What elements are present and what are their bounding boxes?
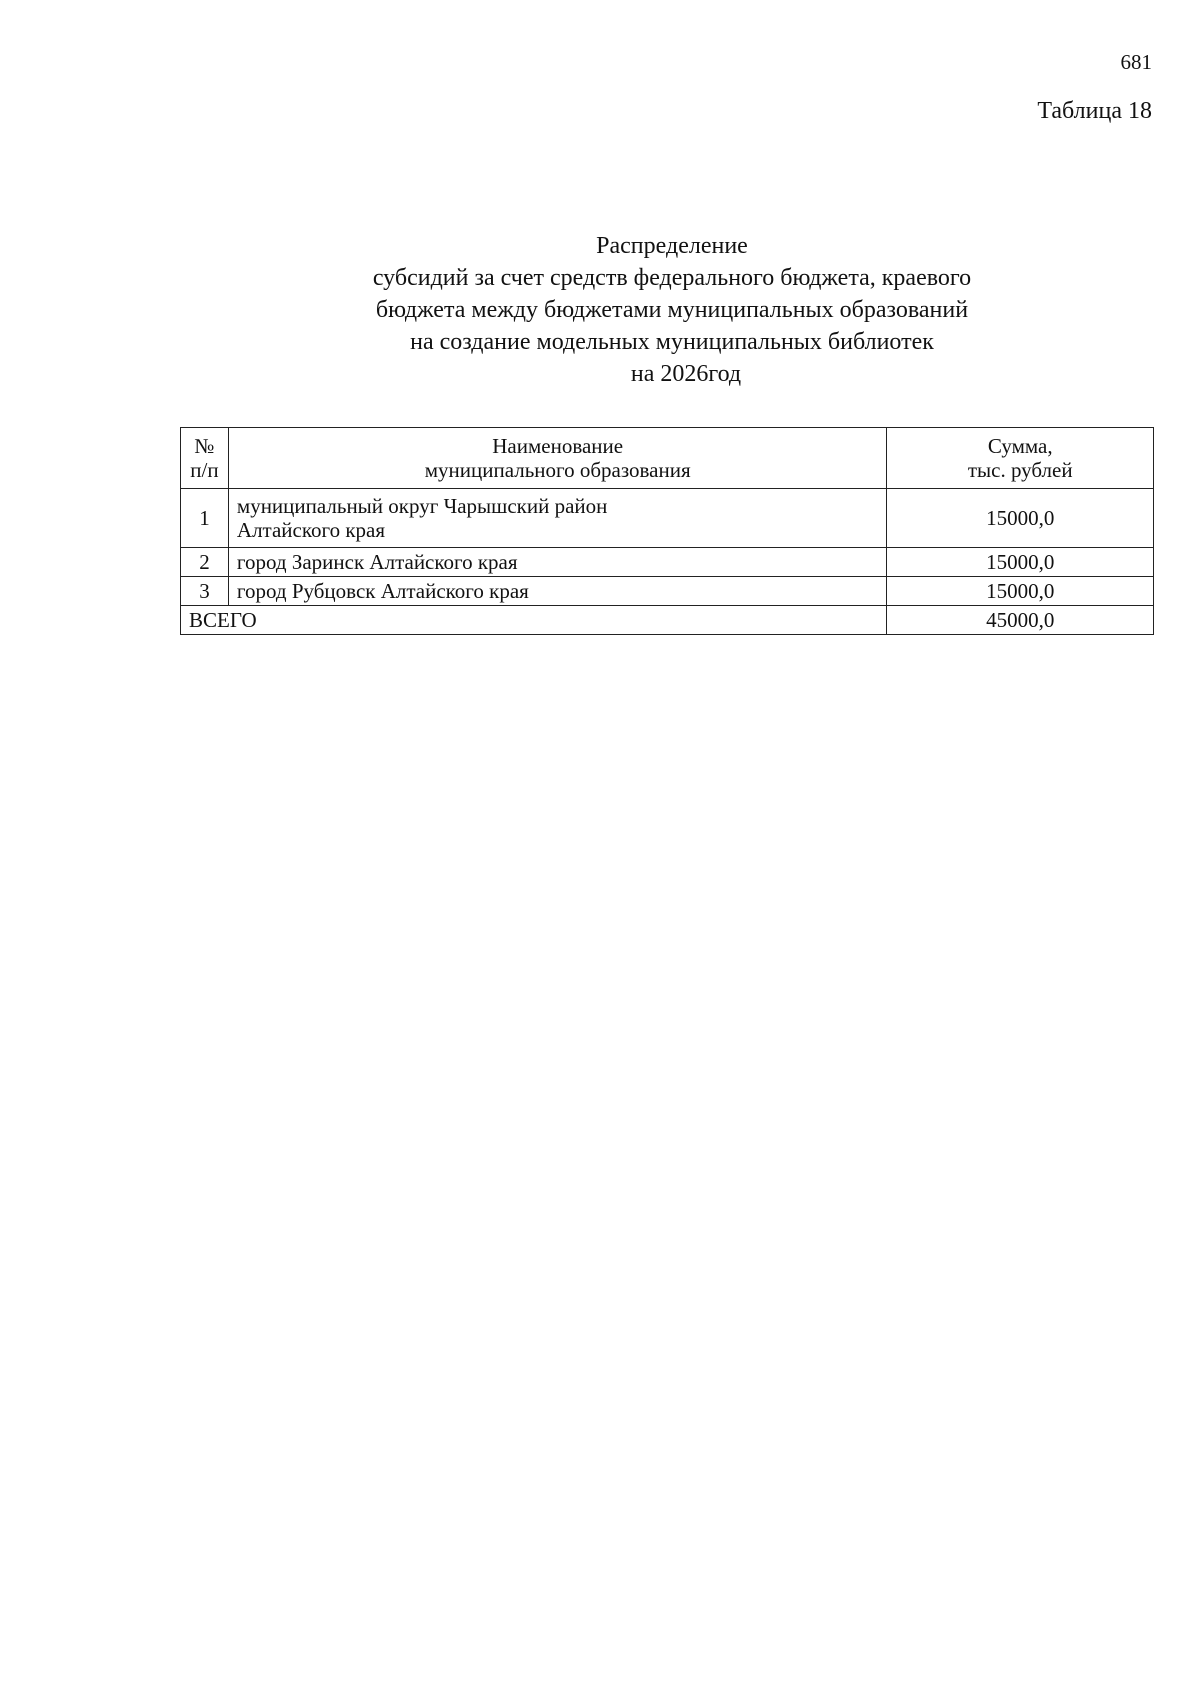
header-sum-line-1: Сумма, <box>987 434 1053 458</box>
header-name-line-1: Наименование <box>492 434 624 458</box>
title-line-4: на создание модельных муниципальных библиотек <box>410 329 934 355</box>
header-number-cell <box>181 428 229 489</box>
table-label: Таблица 18 <box>1037 98 1152 124</box>
title-line-3: бюджета между бюджетами муниципальных образований <box>375 297 969 323</box>
table-row <box>181 489 1154 548</box>
table-row <box>181 577 1154 606</box>
row-number-cell: 3 <box>181 577 229 606</box>
table-header-row <box>181 428 1154 489</box>
title-line-2: субсидий за счет средств федерального бюджета, краевого <box>372 265 972 291</box>
total-label-cell: ВСЕГО <box>181 606 887 635</box>
distribution-table <box>180 427 1154 635</box>
header-name-cell <box>228 428 887 489</box>
row-number-cell: 2 <box>181 548 229 577</box>
header-number-line-1: № <box>194 434 215 458</box>
header-sum-line-2: тыс. рублей <box>967 458 1073 482</box>
header-number-line-2: п/п <box>190 458 219 482</box>
row-name-cell: город Рубцовск Алтайского края <box>228 577 887 606</box>
row-name-cell <box>228 489 887 548</box>
total-sum-cell: 45000,0 <box>887 606 1154 635</box>
row-name-line-2: Алтайского края <box>236 518 386 542</box>
header-sum-cell <box>887 428 1154 489</box>
table-row <box>181 548 1154 577</box>
document-title <box>212 230 1132 390</box>
table-total-row <box>181 606 1154 635</box>
header-name-line-2: муниципального образования <box>424 458 691 482</box>
row-sum-cell: 15000,0 <box>887 577 1154 606</box>
title-line-5: на 2026год <box>630 361 742 387</box>
title-line-1: Распределение <box>596 233 748 259</box>
row-sum-cell: 15000,0 <box>887 489 1154 548</box>
row-sum-cell: 15000,0 <box>887 548 1154 577</box>
row-name-cell: город Заринск Алтайского края <box>228 548 887 577</box>
row-name-line-1: муниципальный округ Чарышский район <box>236 494 608 518</box>
row-number-cell: 1 <box>181 489 229 548</box>
page-number: 681 <box>1120 50 1152 74</box>
